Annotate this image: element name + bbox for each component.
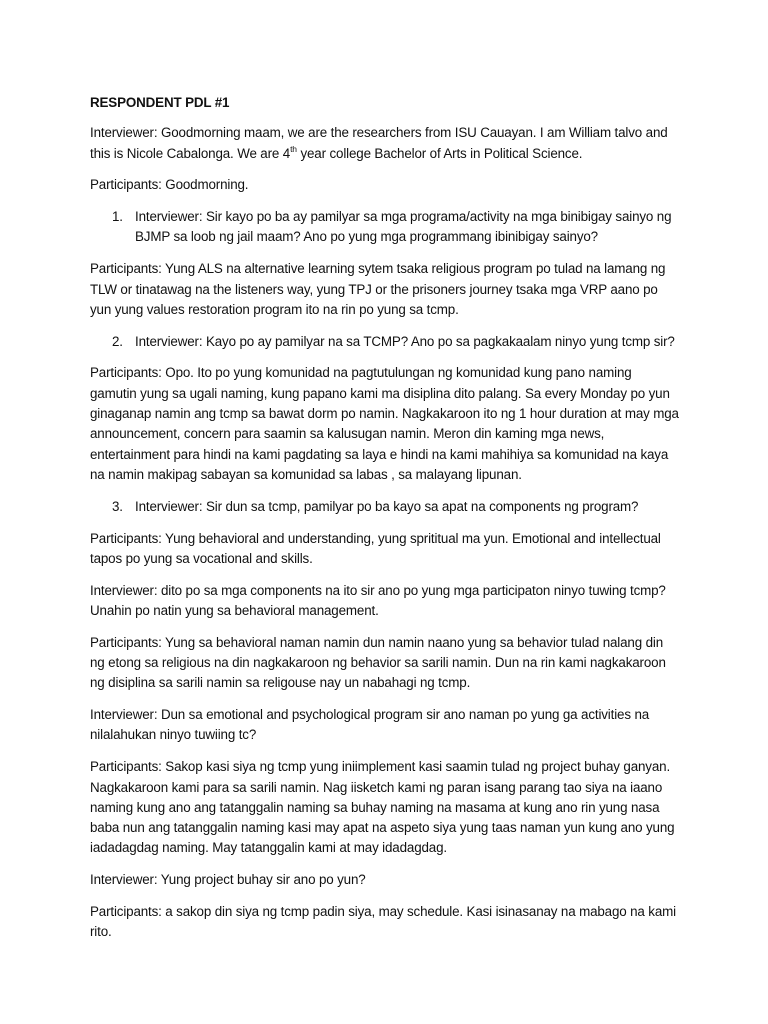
question-text: Interviewer: Sir kayo po ba ay pamilyar sa mga programa/activity na mga binibigay sainyo ng BJMP sa loob ng jail maam? Ano po yung mga programmang ibinibigay sainyo? [135,209,672,245]
intro-text: Interviewer: Goodmorning maam, we are the researchers from ISU Cauayan. I am William talvo and this is Nicole Cabalonga. We are 4 [90,125,668,161]
question-4: Interviewer: dito po sa mga components na ito sir ano po yung mga participaton ninyo tuwing tcmp? Unahin po natin yung sa behavioral management. [90,582,666,618]
ordinal-superscript: th [290,143,297,154]
answer-1: Participants: Yung ALS na alternative learning sytem tsaka religious program po tulad na lamang ng TLW or tinatawag na the listeners way, yung TPJ or the prisoners journey tsaka mga VRP aano po yun yung values restoration program ito na rin po yung sa tcmp. [90,261,666,317]
answer-4: Participants: Yung sa behavioral naman namin dun namin naano yung sa behavior tulad nalang din ng etong sa religious na din nagkakaroon ng behavior sa sarili namin. Dun na rin kami nagkakaroon ng disiplina sa sarili namin sa religouse nay un nabahagi ng tcmp. [90,634,666,691]
question-number: 3. [112,498,123,514]
intro-paragraph [90,123,680,164]
question-number: 2. [112,333,123,349]
question-3 [90,497,680,517]
question-number: 1. [112,209,123,225]
document-page [90,93,680,954]
intro-text-rest: year college Bachelor of Arts in Political Science. [296,145,583,161]
document-title: RESPONDENT PDL #1 [90,95,230,110]
answer-3: Participants: Yung behavioral and understanding, yung sprititual ma yun. Emotional and intellectual tapos po yung sa vocational and skills. [90,530,661,566]
question-text: Interviewer: Kayo po ay pamilyar na sa TCMP? Ano po sa pagkakaalam ninyo yung tcmp sir? [135,333,675,349]
answer-5: Participants: Sakop kasi siya ng tcmp yung iniimplement kasi saamin tulad ng project buhay ganyan. Nagkakaroon kami para sa sarili namin. Nag iisketch kami ng paran isang parang tao siya na iaano naming kung ano ang tatanggalin naming sa buhay naming na masama at kung ano rin yung nasa baba nun ang tatanggalin naming kasi may apat na aspeto siya yung taas naman yun kung ano yung iadadagdag naming. May tatanggalin kami at may idadagdag. [90,759,675,856]
answer-6: Participants: a sakop din siya ng tcmp padin siya, may schedule. Kasi isinasanay na mabago na kami rito. [90,904,676,940]
question-1 [90,207,680,248]
question-text: Interviewer: Sir dun sa tcmp, pamilyar po ba kayo sa apat na components ng program? [135,498,639,514]
question-5: Interviewer: Dun sa emotional and psychological program sir ano naman po yung ga activities na nilalahukan ninyo tuwiing tc? [90,707,650,743]
answer-2: Participants: Opo. Ito po yung komunidad na pagtutulungan ng komunidad kung pano naming gamutin yung sa ugali naming, kung papano kami ma disiplina dito palang. Sa every Monday po yun ginaganap namin ang tcmp sa bawat dorm po namin. Nagkakaroon ito ng 1 hour duration at may mga announcement, concern para saamin sa kalusugan namin. Meron din kaming mga news, entertainment para hindi na kami pagdating sa laya e hindi na kami mahihiya sa komunidad na kaya na namin makipag sabayan sa komunidad sa labas , sa malayang lipunan. [90,365,679,482]
question-6: Interviewer: Yung project buhay sir ano po yun? [90,872,366,888]
question-2 [90,332,680,352]
greeting-paragraph: Participants: Goodmorning. [90,177,249,193]
